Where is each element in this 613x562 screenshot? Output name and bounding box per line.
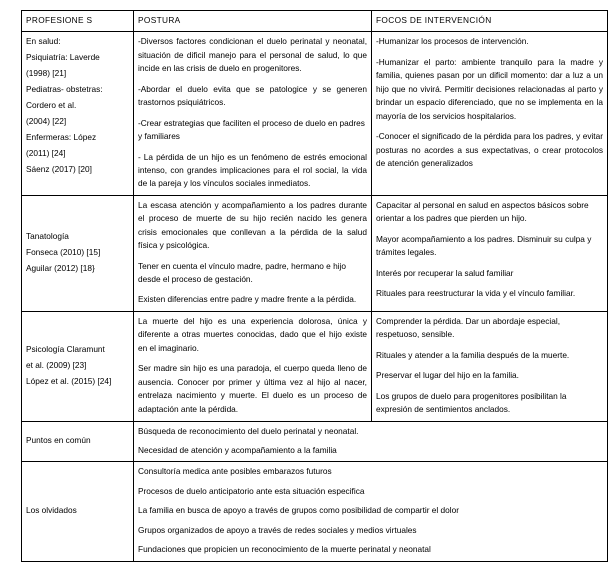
focos-item: Los grupos de duelo para progenitores posibilitan la expresión de sentimientos anclados. (376, 390, 567, 415)
focos-cell (372, 195, 608, 311)
focos-item: Rituales para reestructurar la vida y el vínculo familiar. (376, 288, 576, 298)
summary-item: Búsqueda de reconocimiento del duelo perinatal y neonatal. (138, 425, 359, 436)
profession-cell (22, 195, 134, 311)
table-body (22, 32, 608, 561)
column-header-profesiones: PROFESIONE S (22, 11, 134, 32)
postura-cell (134, 311, 372, 421)
profession-cell (22, 32, 134, 195)
profession-line: (2004) [22] (26, 116, 67, 127)
postura-item: Existen diferencias entre padre y madre frente a la pérdida. (138, 294, 357, 305)
header-row (22, 11, 608, 32)
summary-item: Fundaciones que propicien un reconocimiento de la muerte perinatal y neonatal (138, 544, 431, 555)
table-row (22, 32, 608, 195)
focos-item: Mayor acompañamiento a los padres. Disminuir su culpa y trámites legales. (376, 233, 592, 258)
summary-item: Grupos organizados de apoyo a través de redes sociales y medios virtuales (138, 524, 417, 535)
column-header-focos: FOCOS DE INTERVENCIÓN (372, 11, 608, 32)
profession-line: Tanatología (26, 231, 69, 242)
postura-item: Tener en cuenta el vínculo madre, padre, hermano e hijo desde el proceso de gestación. (138, 260, 347, 284)
profession-line: Psicología Claramunt (26, 344, 105, 355)
profession-line: Pediatras- obstetras: (26, 84, 103, 95)
profession-line: et al. (2009) [23] (26, 359, 87, 370)
postura-item: Ser madre sin hijo es una paradoja, el cuerpo queda lleno de ausencia. Conocer por primer y última vez al hijo al nacer, entrelaza nacimiento y muerte. El duelo es un proceso de adaptación ante la pérdida. (138, 363, 367, 414)
focos-item: -Conocer el significado de la pérdida para los padres, y evitar posturas no acordes a sus expectativas, o crear protocolos de atención generalizados (376, 131, 603, 168)
postura-item: -Abordar el duelo evita que se patologice y se generen trastornos psiquiátricos. (138, 83, 367, 108)
summary-label: Puntos en común (26, 435, 91, 446)
summary-items-cell (134, 462, 608, 561)
profession-line: Fonseca (2010) [15] (26, 247, 101, 258)
focos-cell (372, 32, 608, 195)
table-row-los-olvidados (22, 462, 608, 561)
focos-item: Preservar el lugar del hijo en la familia. (376, 370, 519, 381)
table-row-puntos-en-comun (22, 421, 608, 462)
profession-line: Psiquiatría: Laverde (26, 52, 100, 63)
profession-line: En salud: (26, 36, 61, 47)
column-header-postura: POSTURA (134, 11, 372, 32)
profession-cell (22, 311, 134, 421)
summary-item: Necesidad de atención y acompañamiento a la familia (138, 444, 337, 455)
focos-item: Comprender la pérdida. Dar un abordaje especial, respetuoso, sensible. (376, 315, 561, 340)
summary-item: La familia en busca de apoyo a través de grupos como posibilidad de compartir el dolor (138, 505, 459, 516)
summary-label: Los olvidados (26, 505, 77, 516)
postura-item: -Diversos factores condicionan el duelo perinatal y neonatal, situación de dificil manejo para el personal de salud, lo que incide en las crisis de duelo en progenitores. (138, 36, 367, 74)
summary-label-cell (22, 462, 134, 561)
profession-line: Enfermeras: López (26, 132, 97, 143)
profession-line: Cordero et al. (26, 100, 77, 111)
focos-item: Rituales y atender a la familia después de la muerte. (376, 349, 570, 360)
postura-cell (134, 32, 372, 195)
comparison-table (21, 10, 608, 562)
summary-items-cell (134, 421, 608, 462)
focos-item: Interés por recuperar la salud familiar (376, 267, 514, 278)
focos-item: -Humanizar el parto: ambiente tranquilo para la madre y familia, quienes pasan por un dificil momento: dar a luz a un hijo que no vivirá. Permitir decisiones relacionadas al parto y brindar un espacio diferenciado, que no se implementa en la mayoría de los servicios hospitalarios. (376, 56, 603, 121)
profession-line: Sáenz (2017) [20] (26, 163, 92, 174)
postura-item: La muerte del hijo es una experiencia dolorosa, única y diferente a otras muertes conocidas, dado que el hijo existe en el imaginario. (138, 315, 367, 353)
profession-line: (1998) [21] (26, 68, 67, 79)
postura-cell (134, 195, 372, 311)
summary-item: Consultoría medica ante posibles embarazos futuros (138, 466, 332, 477)
focos-item: -Humanizar los procesos de intervención. (376, 36, 529, 47)
focos-cell (372, 311, 608, 421)
profession-line: Aguilar (2012) [18} (26, 263, 95, 274)
table-row (22, 311, 608, 421)
summary-item: Procesos de duelo anticipatorio ante esta situación especifica (138, 485, 365, 496)
table-row (22, 195, 608, 311)
postura-item: -Crear estrategias que faciliten el proceso de duelo en padres y familiares (138, 117, 365, 142)
table-header (22, 11, 608, 32)
profession-line: (2011) [24] (26, 148, 66, 158)
postura-item: La escasa atención y acompañamiento a los padres durante el proceso de muerte de su hijo recién nacido les genera crisis emocionales que conllevan a la pérdida de la salud física y psicológica. (138, 199, 367, 251)
profession-line: López et al. (2015) [24] (26, 375, 112, 386)
postura-item: - La pérdida de un hijo es un fenómeno de estrés emocional intenso, con grandes implicaciones para el rol social, la vida de la pareja y los vínculos sociales inmediatos. (138, 151, 367, 189)
summary-label-cell (22, 421, 134, 462)
focos-item: Capacitar al personal en salud en aspectos básicos sobre orientar a los padres que pierden un hijo. (376, 199, 589, 224)
